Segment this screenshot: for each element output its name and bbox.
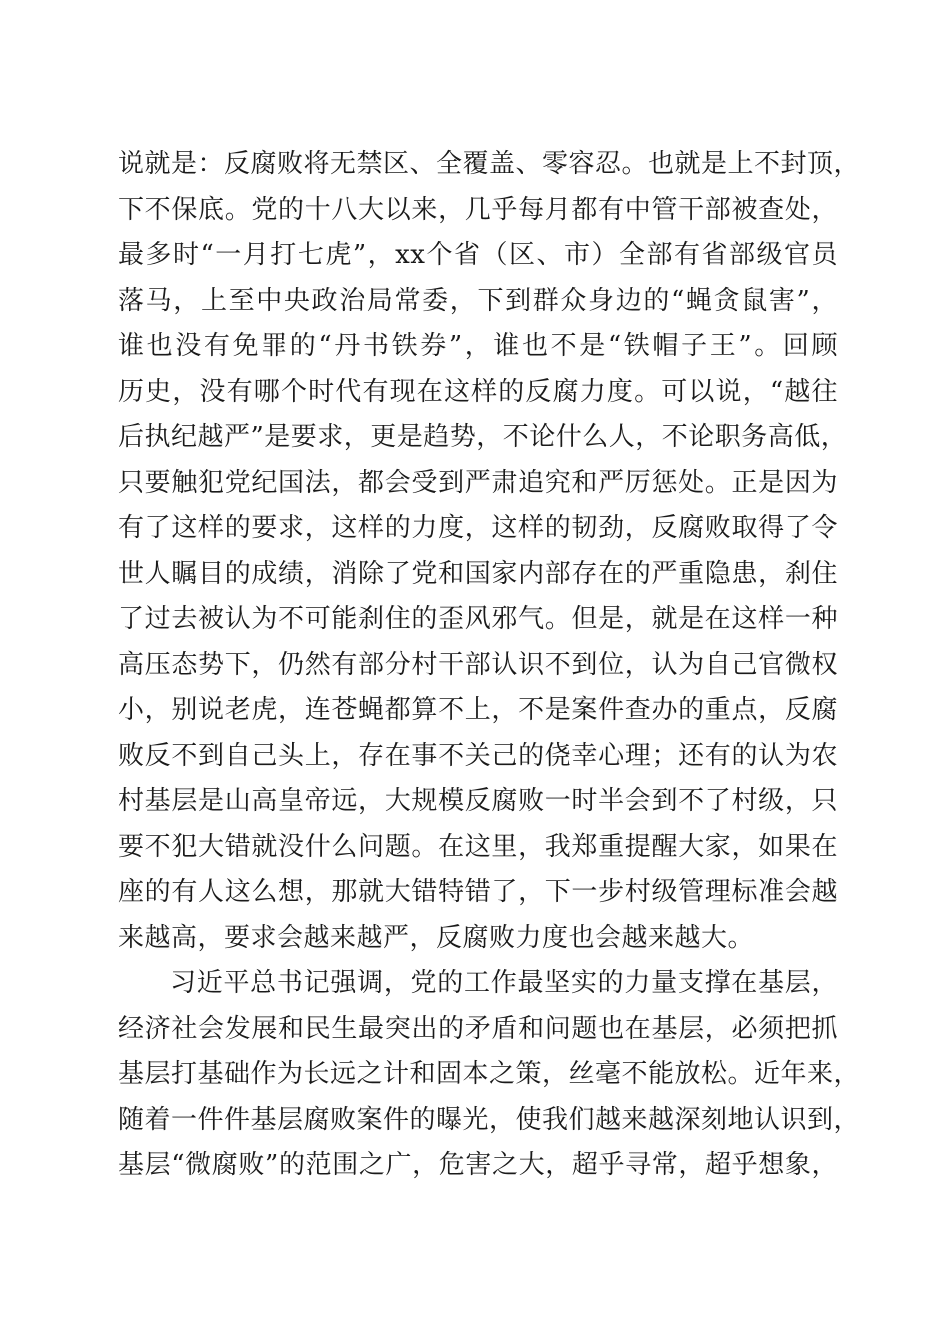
text-line: 只要触犯党纪国法，都会受到严肃追究和严厉惩处。正是因为 (118, 467, 838, 498)
paragraph-2 (118, 961, 861, 1189)
text-line: 世人瞩目的成绩，消除了党和国家内部存在的严重隐患，刹住 (118, 558, 838, 589)
text-line: 历史，没有哪个时代有现在这样的反腐力度。可以说，“越往 (118, 376, 838, 407)
text-line: 最多时“一月打七虎”，xx个省（区、市）全部有省部级官员 (118, 240, 838, 270)
text-line: 来越高，要求会越来越严，反腐败力度也会越来越大。 (118, 922, 755, 953)
text-line: 随着一件件基层腐败案件的曝光，使我们越来越深刻地认识到， (118, 1104, 861, 1135)
text-line: 高压态势下，仍然有部分村干部认识不到位，认为自己官微权 (118, 649, 838, 680)
text-line: 座的有人这么想，那就大错特错了，下一步村级管理标准会越 (118, 877, 838, 907)
text-line: 有了这样的要求，这样的力度，这样的韧劲，反腐败取得了令 (118, 513, 838, 543)
text-line: 后执纪越严”是要求，更是趋势，不论什么人，不论职务高低， (118, 422, 848, 452)
text-line: 落马，上至中央政治局常委，下到群众身边的“蝇贪鼠害”， (118, 285, 838, 316)
text-line: 经济社会发展和民生最突出的矛盾和问题也在基层，必须把抓 (118, 1013, 838, 1044)
text-line: 基层“微腐败”的范围之广，危害之大，超乎寻常，超乎想象， (118, 1150, 838, 1180)
text-line: 习近平总书记强调，党的工作最坚实的力量支撑在基层， (170, 968, 838, 998)
text-line: 基层打基础作为长远之计和固本之策，丝毫不能放松。近年来， (118, 1059, 861, 1089)
text-line: 下不保底。党的十八大以来，几乎每月都有中管干部被查处， (118, 194, 838, 225)
text-line: 村基层是山高皇帝远，大规模反腐败一时半会到不了村级，只 (118, 786, 838, 816)
document-body (118, 142, 861, 1189)
paragraph-1 (118, 142, 861, 961)
text-line: 说就是：反腐败将无禁区、全覆盖、零容忍。也就是上不封顶， (118, 149, 861, 179)
text-line: 小，别说老虎，连苍蝇都算不上，不是案件查办的重点，反腐 (118, 695, 838, 725)
text-line: 谁也没有免罪的“丹书铁券”，谁也不是“铁帽子王”。回顾 (118, 331, 838, 361)
text-line: 了过去被认为不可能刹住的歪风邪气。但是，就是在这样一种 (118, 604, 838, 634)
text-line: 要不犯大错就没什么问题。在这里，我郑重提醒大家，如果在 (118, 831, 838, 862)
text-line: 败反不到自己头上，存在事不关己的侥幸心理；还有的认为农 (118, 740, 838, 771)
